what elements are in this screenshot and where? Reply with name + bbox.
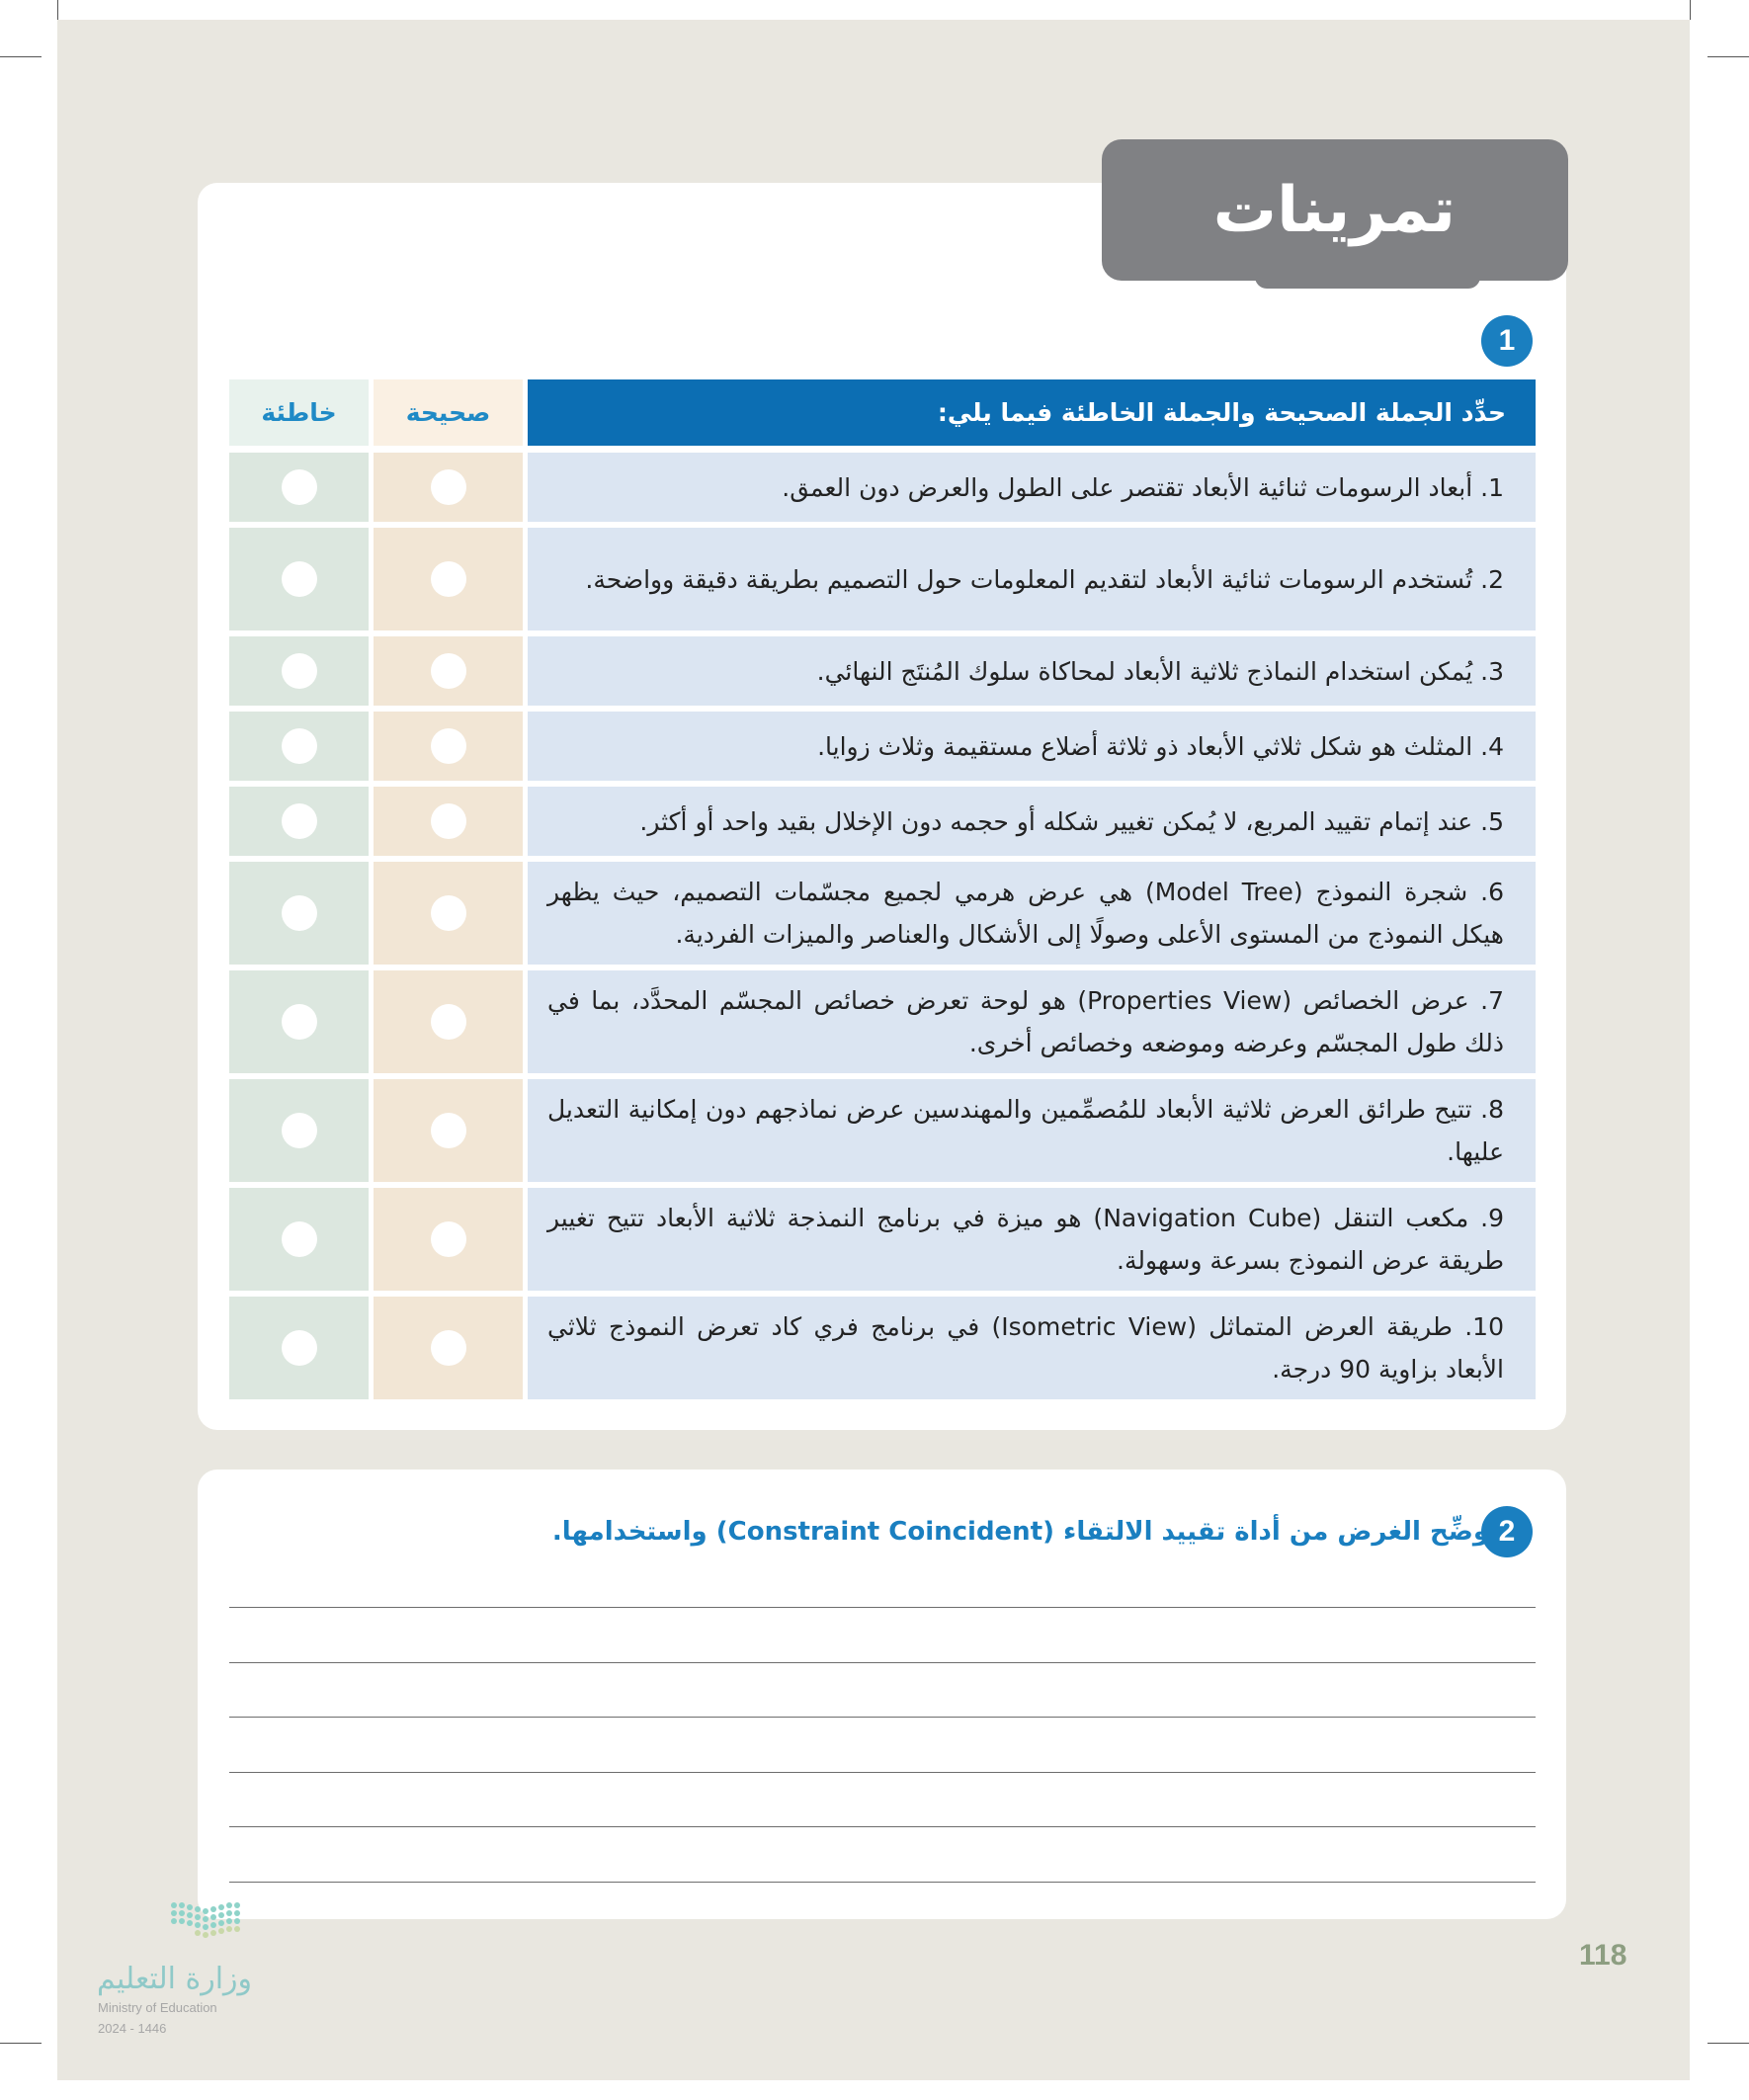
statement-cell: [528, 787, 1536, 856]
false-radio[interactable]: [282, 803, 317, 839]
true-radio[interactable]: [431, 561, 466, 597]
true-cell: [374, 787, 523, 856]
answer-line[interactable]: [229, 1662, 1536, 1663]
true-cell: [374, 862, 523, 965]
answer-line[interactable]: [229, 1882, 1536, 1883]
true-cell: [374, 453, 523, 522]
table-row: [229, 453, 1536, 522]
statement-text: 9. مكعب التنقل (Navigation Cube) هو ميزة في برنامج النمذجة ثلاثية الأبعاد تتيح تغيير طريقة عرض النموذج بسرعة وسهولة.: [547, 1204, 1505, 1275]
true-cell: [374, 636, 523, 706]
true-cell: [374, 528, 523, 630]
statement-cell: [528, 453, 1536, 522]
question-1-number: 1: [1481, 315, 1533, 367]
true-cell: [374, 1188, 523, 1291]
true-radio[interactable]: [431, 895, 466, 931]
true-radio[interactable]: [431, 1113, 466, 1148]
ministry-name-english: Ministry of Education: [98, 2000, 217, 2015]
crop-mark: [1707, 2043, 1749, 2044]
false-cell: [229, 787, 369, 856]
statement-text: 2. تُستخدم الرسومات ثنائية الأبعاد لتقديم المعلومات حول التصميم بطريقة دقيقة وواضحة.: [585, 564, 1504, 594]
false-radio[interactable]: [282, 1221, 317, 1257]
table-row: [229, 1079, 1536, 1182]
header-true-cell: [374, 379, 523, 446]
false-cell: [229, 970, 369, 1073]
table-row: [229, 712, 1536, 781]
column-label-false: خاطئة: [261, 398, 337, 427]
false-radio[interactable]: [282, 1004, 317, 1040]
header-false-cell: [229, 379, 369, 446]
false-cell: [229, 862, 369, 965]
table-row: [229, 862, 1536, 965]
true-cell: [374, 1297, 523, 1399]
statement-cell: [528, 1297, 1536, 1399]
statement-text: 1. أبعاد الرسومات ثنائية الأبعاد تقتصر على الطول والعرض دون العمق.: [782, 472, 1504, 502]
true-cell: [374, 1079, 523, 1182]
statement-cell: [528, 528, 1536, 630]
table-row: [229, 1188, 1536, 1291]
statement-cell: [528, 1188, 1536, 1291]
statement-cell: [528, 712, 1536, 781]
answer-line[interactable]: [229, 1826, 1536, 1827]
table-row: [229, 970, 1536, 1073]
ministry-name-arabic: وزارة التعليم: [97, 1962, 253, 1996]
crop-mark: [1690, 0, 1691, 20]
table-header-row: [229, 379, 1536, 446]
table-header-instruction: حدِّد الجملة الصحيحة والجملة الخاطئة فيما يلي:: [937, 398, 1506, 427]
page-title: تمرينات: [1212, 173, 1456, 247]
table-row: [229, 787, 1536, 856]
true-radio[interactable]: [431, 653, 466, 689]
crop-mark: [0, 56, 42, 57]
false-cell: [229, 712, 369, 781]
true-cell: [374, 970, 523, 1073]
statement-cell: [528, 862, 1536, 965]
true-radio[interactable]: [431, 803, 466, 839]
false-cell: [229, 1079, 369, 1182]
true-radio[interactable]: [431, 1221, 466, 1257]
table-row: [229, 528, 1536, 630]
false-cell: [229, 528, 369, 630]
table-row: [229, 636, 1536, 706]
true-radio[interactable]: [431, 469, 466, 505]
answer-line[interactable]: [229, 1772, 1536, 1773]
false-radio[interactable]: [282, 1113, 317, 1148]
statement-text: 8. تتيح طرائق العرض ثلاثية الأبعاد للمُصمِّمين والمهندسين عرض نماذجهم دون إمكانية التعديل عليها.: [547, 1095, 1504, 1166]
false-radio[interactable]: [282, 1330, 317, 1366]
true-radio[interactable]: [431, 1330, 466, 1366]
statement-cell: [528, 1079, 1536, 1182]
answer-line[interactable]: [229, 1717, 1536, 1718]
true-radio[interactable]: [431, 1004, 466, 1040]
crop-mark: [1707, 56, 1749, 57]
false-radio[interactable]: [282, 728, 317, 764]
question-2-number: 2: [1481, 1506, 1533, 1557]
column-label-true: صحيحة: [405, 398, 491, 427]
statement-text: 10. طريقة العرض المتماثل (Isometric View) في برنامج فري كاد تعرض النموذج ثلاثي الأبعاد بزاوية 90 درجة.: [547, 1312, 1504, 1384]
false-cell: [229, 636, 369, 706]
statement-text: 3. يُمكن استخدام النماذج ثلاثية الأبعاد لمحاكاة سلوك المُنتَج النهائي.: [816, 656, 1504, 686]
statement-text: 6. شجرة النموذج (Model Tree) هي عرض هرمي لجميع مجسّمات التصميم، حيث يظهر هيكل النموذج من المستوى الأعلى وصولًا إلى الأشكال والعناصر والميزات الفردية.: [547, 878, 1504, 949]
page-number: 118: [1579, 1939, 1627, 1972]
false-radio[interactable]: [282, 469, 317, 505]
header-statement-cell: [528, 379, 1536, 446]
true-radio[interactable]: [431, 728, 466, 764]
crop-mark: [0, 2043, 42, 2044]
statement-text: 5. عند إتمام تقييد المربع، لا يُمكن تغيير شكله أو حجمه دون الإخلال بقيد واحد أو أكثر.: [639, 806, 1504, 836]
false-radio[interactable]: [282, 561, 317, 597]
statement-text: 4. المثلث هو شكل ثلاثي الأبعاد ذو ثلاثة أضلاع مستقيمة وثلاث زوايا.: [817, 731, 1504, 761]
ministry-year: 2024 - 1446: [98, 2021, 167, 2036]
false-radio[interactable]: [282, 895, 317, 931]
false-radio[interactable]: [282, 653, 317, 689]
false-cell: [229, 453, 369, 522]
answer-line[interactable]: [229, 1607, 1536, 1608]
statement-cell: [528, 970, 1536, 1073]
false-cell: [229, 1188, 369, 1291]
false-cell: [229, 1297, 369, 1399]
crop-mark: [57, 0, 58, 20]
true-cell: [374, 712, 523, 781]
question-2-text: وضِّح الغرض من أداة تقييد الالتقاء (Constraint Coincident) واستخدامها.: [551, 1517, 1489, 1547]
statement-cell: [528, 636, 1536, 706]
table-row: [229, 1297, 1536, 1399]
statement-text: 7. عرض الخصائص (Properties View) هو لوحة تعرض خصائص المجسّم المحدَّد، بما في ذلك طول المجسّم وعرضه وموضعه وخصائص أخرى.: [547, 986, 1505, 1057]
